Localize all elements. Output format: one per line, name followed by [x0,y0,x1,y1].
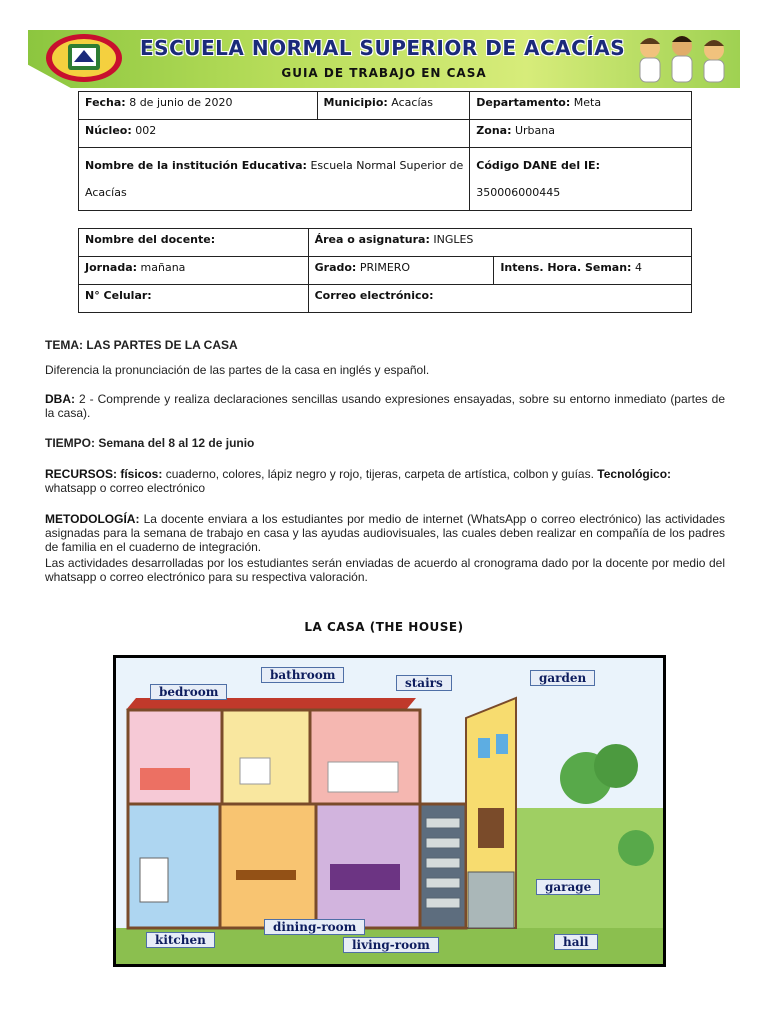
house-illustration [113,655,666,967]
grado-value: PRIMERO [359,261,411,274]
municipio-value: Acacías [391,96,433,109]
zona-value: Urbana [514,124,555,137]
bedroom-label: bedroom [150,684,227,700]
guide-title: GUIA DE TRABAJO EN CASA [281,66,487,80]
tecnologico-label: Tecnológico: [597,467,672,481]
dba-label: DBA: [45,392,75,406]
kitchen-label: kitchen [146,932,215,948]
area-label: Área o asignatura: [314,233,430,246]
metodologia-paragraph-2: Las actividades desarrolladas por los estudiantes serán enviadas de acuerdo al cronograma dado por la docente por medio del whatsapp o correo electrónico para su respectiva valoración. [45,556,725,584]
bathroom-label: bathroom [261,667,344,683]
nucleo-label: Núcleo: [85,124,132,137]
casa-title: LA CASA (THE HOUSE) [304,620,464,634]
departamento-value: Meta [573,96,602,109]
area-value: INGLES [433,233,474,246]
metodologia-text: La docente enviara a los estudiantes por medio de internet (WhatsApp o correo electrónico) las actividades asignadas para la semana de trabajo en casa y las ayudas audiovisuales, las cuales deben realizar en compañía de los padres de familia en el cuaderno de integración. [45,512,725,554]
teacher-info-table [78,228,692,313]
codigo-value: 350006000445 [476,186,561,199]
hall-label: hall [554,934,598,950]
institucion-label: Nombre de la institución Educativa: [85,159,307,172]
intens-label: Intens. Hora. Seman: [500,261,632,274]
institucion-value: Escuela Normal Superior de Acacías [85,159,464,199]
recursos-text: cuaderno, colores, lápiz negro y rojo, tijeras, carpeta de artística, colbon y guías. [165,467,594,481]
departamento-label: Departamento: [476,96,571,109]
codigo-label: Código DANE del IE: [476,159,600,172]
celular-label: N° Celular: [85,289,152,302]
grado-label: Grado: [314,261,357,274]
jornada-value: mañana [140,261,186,274]
diferencia-text: Diferencia la pronunciación de las partes de la casa en inglés y español. [45,363,430,377]
house-cutaway-drawing [116,658,663,964]
dba-text: 2 - Comprende y realiza declaraciones sencillas usando expresiones ensayadas, sobre su entorno inmediato (partes de la casa). [45,392,725,420]
dining-room-label: dining-room [264,919,365,935]
municipio-label: Municipio: [323,96,388,109]
tiempo-heading: TIEMPO: Semana del 8 al 12 de junio [45,436,255,450]
school-title: ESCUELA NORMAL SUPERIOR DE ACACÍAS [140,36,626,60]
jornada-label: Jornada: [85,261,138,274]
correo-label: Correo electrónico: [314,289,434,302]
fecha-label: Fecha: [85,96,126,109]
docente-label: Nombre del docente: [85,233,216,246]
metodologia-paragraph [45,512,725,554]
recursos-label: RECURSOS: físicos: [45,467,163,481]
recursos-paragraph [45,467,725,495]
fecha-value: 8 de junio de 2020 [129,96,233,109]
tema-heading: TEMA: LAS PARTES DE LA CASA [45,338,238,352]
nucleo-value: 002 [135,124,157,137]
metodologia-label: METODOLOGÍA: [45,512,140,526]
institution-info-table [78,91,692,211]
zona-label: Zona: [476,124,512,137]
living-room-label: living-room [343,937,439,953]
dba-paragraph [45,392,725,420]
tecnologico-text: whatsapp o correo electrónico [45,481,206,495]
stairs-label: stairs [396,675,452,691]
garden-label: garden [530,670,595,686]
intens-value: 4 [634,261,642,274]
garage-label: garage [536,879,600,895]
